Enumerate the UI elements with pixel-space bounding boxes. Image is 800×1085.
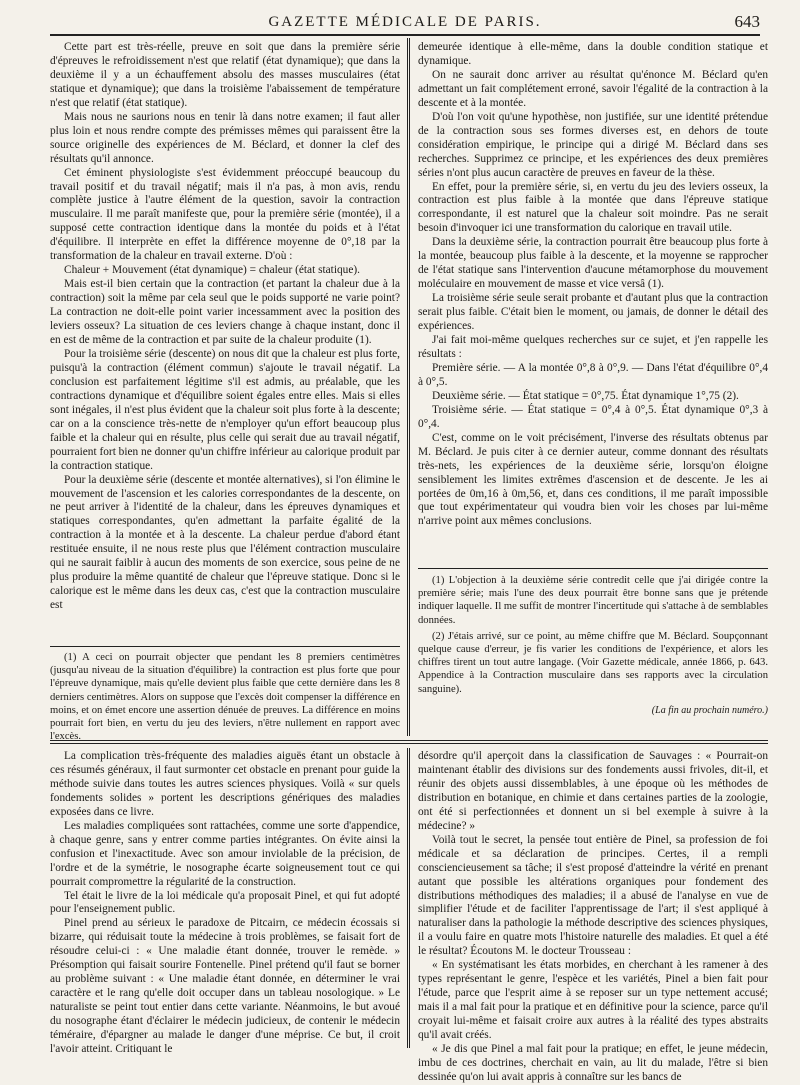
paragraph: demeurée identique à elle-même, dans la double condition statique et dynamique. bbox=[418, 41, 768, 67]
top-right-column bbox=[418, 41, 768, 563]
bottom-right-column bbox=[418, 750, 768, 1083]
bottom-left-column bbox=[50, 750, 400, 1056]
paragraph: Cette part est très-réelle, preuve en soit que dans la première série d'épreuves le refroidissement n'est que relatif (état dynamique); que dans la deuxième il y a un échauffement absolu des masses musculaires (état statique et dynamique); que dans la troisième l'abaissement de température n'est que relatif (état statique). bbox=[50, 41, 400, 109]
paragraph: Voilà tout le secret, la pensée tout entière de Pinel, sa profession de foi médicale et sa déclaration de principes. Certes, il a rempli consciencieusement sa tâche; il s'est proposé d'atteindre la vérité en prenant autant que possible les altérations organiques pour fondement des distributions méthodiques des maladies; il a abusé de l'analyse en vue de simplifier l'étude et de faciliter l'apprentissage de l'art; il s'est appliqué à naturaliser dans la pathologie la méthode descriptive des sciences physiques, il a voulu faire en quatre mots l'histoire naturelle des maladies. Et quel a été le résultat? Écoutons M. le docteur Trousseau : bbox=[418, 833, 768, 958]
paragraph: Pour la deuxième série (descente et montée alternatives), si l'on élimine le mouvement de l'ascension et les calories correspondantes de la descente, on ne peut arriver à l'identité de la chaleur, dans les épreuves dynamiques et statiques correspondantes, qu'en admettant la parfaite égalité de la contraction à la montée et à la descente. La chaleur perdue d'abord étant restituée ensuite, il ne nous reste plus que l'élément contraction musculaire qui ne saurait faiblir à aucun des moments de son exercice, sous peine de ne plus produire la même quantité de chaleur que l'épreuve statique. Donc si le calorique est le même dans les deux cas, c'est que la contraction musculaire est bbox=[50, 473, 400, 612]
paragraph: Cet éminent physiologiste s'est évidemment préoccupé beaucoup du travail positif et du travail négatif; mais il n'a pas, à mon avis, rendu complète justice à l'autre élément de la question, savoir la contraction musculaire. Il me paraît manifeste que, pour la première série (montée), il a supposé cette contraction identique dans la montée du poids et à l'état d'équilibre. Il interprète en effet la différence moyenne de 0°,18 par la transformation de la chaleur en travail externe. D'où : bbox=[50, 166, 400, 263]
paragraph: Mais nous ne saurions nous en tenir là dans notre examen; il faut aller plus loin et nous rendre compte des prémisses mêmes qui paraissent être la source originelle des expériences de M. Béclard, et donner la clef des résultats qu'il annonce. bbox=[50, 110, 400, 165]
footnote: (2) J'étais arrivé, sur ce point, au même chiffre que M. Béclard. Soupçonnant quelque cause d'erreur, je fis varier les conditions de l'expérience, et alors les chiffres tirent un tout autre langage. (Voir Gazette médicale, année 1866, p. 643. Appendice à la Contraction musculaire dans ses rapports avec la circulation sanguine). bbox=[418, 630, 768, 695]
footnote-rule bbox=[418, 568, 768, 569]
paragraph: En effet, pour la première série, si, en vertu du jeu des leviers osseux, la contraction est plus faible à la montée que dans l'épreuve statique correspondante, il est naturel que la chaleur soit moindre. Pas ne serait besoin d'invoquer ici une transformation du calorique en travail utile. bbox=[418, 180, 768, 235]
section-divider bbox=[50, 740, 768, 744]
paragraph: On ne saurait donc arriver au résultat qu'énonce M. Béclard qu'en admettant un fait complétement erroné, savoir l'égalité de la contraction à la descente et à la montée. bbox=[418, 68, 768, 109]
paragraph: désordre qu'il aperçoit dans la classification de Sauvages : « Pourrait-on maintenant établir des divisions sur des fondements aussi frivoles, dit-il, et réunir des objets aussi dissemblables, à une époque où les méthodes de distribution en botanique, en chimie et dans certaines parties de la zoologie, ont été si perfectionnées et donnent un si bel exemple à suivre à la médecine? » bbox=[418, 750, 768, 832]
paragraph: La troisième série seule serait probante et d'autant plus que la contraction serait plus faible. C'était bien le moment, ou jamais, de donner le détail des expériences. bbox=[418, 292, 768, 333]
formula: Chaleur + Mouvement (état dynamique) = chaleur (état statique). bbox=[64, 264, 360, 277]
paragraph: C'est, comme on le voit précisément, l'inverse des résultats obtenus par M. Béclard. Je puis citer à ce dernier auteur, comme donnant des résultats très-nets, les expériences de la deuxième série, lorsqu'on éloigne sensiblement les limites extrêmes d'ascension et de descente. Je les ai portées de 0m,16 à 0m,56, et, dans ces conditions, il me paraît impossible que tout expérimentateur qui voudra bien voir les choses par lui-même n'arrive point aux mêmes conclusions. bbox=[418, 431, 768, 528]
footnote-rule bbox=[50, 646, 400, 647]
paragraph: Les maladies compliquées sont rattachées, comme une sorte d'appendice, à chaque genre, sans y entrer comme parties intégrantes. On évite ainsi la confusion et l'inexactitude. Avec son amour inviolable de la précision, de l'ordre et de la symétrie, le nosographe écarte soigneusement tout ce qui pourrait compromettre la régularité de la construction. bbox=[50, 819, 400, 888]
footnote: (1) L'objection à la deuxième série contredit celle que j'ai dirigée contre la première série; mais l'une des deux pourrait être bonne sans que je prétende indiquer laquelle. Il me suffit de montrer l'incertitude qui s'attache à de semblables données. bbox=[418, 575, 768, 626]
journal-title: GAZETTE MÉDICALE DE PARIS. bbox=[268, 14, 542, 30]
continued-notice: (La fin au prochain numéro.) bbox=[651, 704, 768, 716]
paragraph: Mais est-il bien certain que la contraction (et partant la chaleur due à la contraction) soit la même par cela seul que le poids supporté ne varie point? La contraction ne doit-elle point varier incessamment avec la position des leviers osseux? La situation de ces leviers change à chaque instant, donc il en est de même de la contraction et par suite de la chaleur produite (1). bbox=[50, 278, 400, 347]
page-number: 643 bbox=[734, 12, 760, 31]
paragraph: Dans la deuxième série, la contraction pourrait être beaucoup plus forte à la montée, beaucoup plus faible à la descente, et la moyenne se rapprocher de l'état statique sans l'intervention d'aucune métamorphose du mouvement moléculaire en mouvement de masse et vice versâ (1). bbox=[418, 236, 768, 291]
quotation: « Je dis que Pinel a mal fait pour la pratique; en effet, le jeune médecin, imbu de ces doctrines, cherchait en vain, au lit du malade, l'être si bien dessinée qu'on lui avait appris à connaître sur les bancs de bbox=[418, 1043, 768, 1083]
paragraph: J'ai fait moi-même quelques recherches sur ce sujet, et j'en rappelle les résultats : bbox=[418, 334, 768, 360]
paragraph: Tel était le livre de la loi médicale qu'a proposait Pinel, et qui fut adopté pour l'enseignement public. bbox=[50, 889, 400, 916]
paragraph: La complication très-fréquente des maladies aiguës étant un obstacle à ces résumés généraux, il faut surmonter cet obstacle en prenant pour guide la méthode suivie dans toutes les autres sciences physiques. Voilà « sur quels fondements solides » portent les descriptions génériques des maladies exposées dans ce livre. bbox=[50, 750, 400, 818]
top-right-footnotes bbox=[418, 574, 768, 716]
paragraph: Pinel prend au sérieux le paradoxe de Pitcairn, ce médecin écossais si bizarre, qui réduisait toute la médecine à trois problèmes, se faisait fort de résoudre celui-ci : « Une maladie étant donnée, trouver le remède. » Présomption qui faisait sourire Fontenelle. Pinel prétend qu'il faut se borner au problème suivant : « Une maladie étant donnée, en déterminer le vrai caractère et le rang qu'elle doit occuper dans un tableau nosologique. » Le naturaliste se peint tout entier dans cette variante. Néanmoins, le but avoué du nosographe étant d'éclairer le médecin judicieux, de contenir le médecin téméraire, d'épargner au malade le danger d'une méprise. Ce but, il croit l'avoir atteint. Critiquant le bbox=[50, 917, 400, 1056]
column-rule bbox=[407, 748, 410, 1048]
running-head bbox=[50, 6, 760, 36]
footnote: (1) A ceci on pourrait objecter que pendant les 8 premiers centimètres (jusqu'au niveau de la situation d'équilibre) la contraction est plus forte que pour l'épreuve dynamique, mais qu'elle devient plus faible que cette dernière dans les 8 derniers centimètres. Alors on suppose que l'excès doit compenser la différence en moins, et on émet encore une assertion dénuée de preuves. La différence en moins pourrait fort bien, en vertu du jeu des leviers, n'être nullement en rapport avec l'excès. bbox=[50, 652, 400, 743]
paragraph: Pour la troisième série (descente) on nous dit que la chaleur est plus forte, puisqu'à la contraction (élément commun) s'ajoute le travail négatif. La conclusion est parfaitement légitime s'il est admis, au préalable, que les contractions dynamique et d'équilibre soient égales entre elles. Mais si elles sont inégales, il n'est plus évident que la chaleur soit plus forte à la descente; car on a la conscience très-nette de n'employer qu'un effort beaucoup plus faible et la chaleur qui en résulte, plus celle qui serait due au travail négatif, pourraient fort bien ne donner qu'un chiffre inférieur au calorique produit par la contraction statique. bbox=[50, 347, 400, 472]
top-left-footnote bbox=[50, 651, 400, 743]
quotation: « En systématisant les états morbides, en cherchant à les ramener à des types représentant le genre, l'espèce et les variétés, Pinel a bien fait pour l'étude, parce que l'esprit aime à se reposer sur un type nettement accusé; mais il a mal fait pour la pratique et en définitive pour la science, parce qu'il croyait lui-même et faisait croire aux autres à la réalité des types abstraits qu'il avait créés. bbox=[418, 959, 768, 1042]
result-line: Troisième série. — État statique = 0°,4 à 0°,5. État dynamique 0°,3 à 0°,4. bbox=[418, 403, 768, 430]
column-rule bbox=[407, 38, 410, 736]
top-left-column bbox=[50, 41, 400, 642]
result-line: Deuxième série. — État statique = 0°,75. État dynamique 1°,75 (2). bbox=[432, 389, 739, 402]
result-line: Première série. — A la montée 0°,8 à 0°,9. — Dans l'état d'équilibre 0°,4 à 0°,5. bbox=[418, 361, 768, 388]
paragraph: D'où l'on voit qu'une hypothèse, non justifiée, sur une identité prétendue de la contraction sous ses formes diverses est, en dehors de toute considération empirique, le principe qui a dirigé M. Béclard dans ses recherches. Supprimez ce principe, et les expériences des deux premières séries n'ont plus aucun caractère de preuves en faveur de la thèse. bbox=[418, 110, 768, 179]
